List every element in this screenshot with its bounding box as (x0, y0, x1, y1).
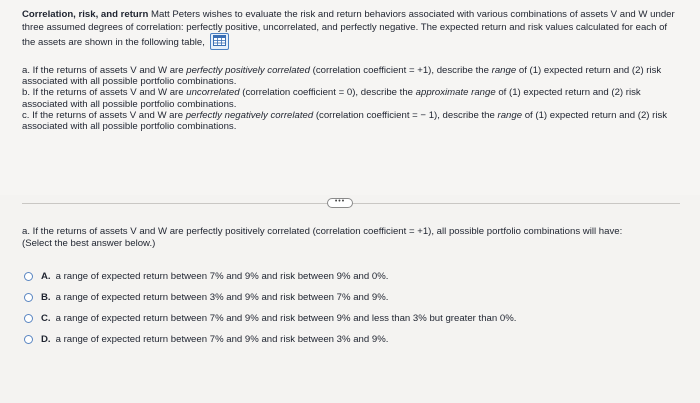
more-dots-icon: ••• (334, 197, 346, 205)
part-c-prefix: c. If the returns of assets V and W are (22, 109, 186, 121)
option-c[interactable] (24, 308, 664, 329)
table-button[interactable] (210, 33, 229, 50)
answer-options (24, 266, 664, 350)
problem-statement (0, 0, 700, 195)
option-letter: C. (41, 313, 51, 324)
part-a-emphasis: perfectly positively correlated (186, 65, 310, 76)
option-d[interactable] (24, 329, 664, 350)
question-text: a. If the returns of assets V and W are perfectly positively correlated (correlation coefficient = +1), all possible portfolio combinations will have: (22, 226, 623, 237)
part-b-suffix: of (1) expected return and (2) risk associated with all possible portfolio combinations. (22, 87, 641, 110)
part-c-emphasis: perfectly negatively correlated (185, 109, 314, 121)
radio-button[interactable] (24, 293, 33, 302)
radio-button[interactable] (24, 314, 33, 323)
problem-parts (22, 65, 682, 132)
part-b-middle: (correlation coefficient = 0), describe the (239, 87, 416, 99)
part-a-range: range (491, 65, 517, 76)
option-letter: A. (41, 271, 51, 282)
question (22, 226, 682, 250)
option-text: a range of expected return between 7% and 9% and risk between 9% and 0%. (55, 271, 389, 282)
table-grid-icon (213, 35, 226, 46)
radio-button[interactable] (24, 272, 33, 281)
option-text: a range of expected return between 7% and 9% and risk between 9% and less than 3% but greater than 0%. (55, 313, 517, 324)
part-c-middle: (correlation coefficient = − 1), describe the (313, 109, 498, 121)
part-b-range: approximate range (415, 87, 496, 99)
option-a[interactable] (24, 266, 664, 287)
part-a-suffix: of (1) expected return and (2) risk associated with all possible portfolio combinations. (22, 65, 662, 88)
part-b-prefix: b. If the returns of assets V and W are (22, 87, 187, 99)
part-c-range: range (497, 109, 523, 121)
option-text: a range of expected return between 7% and 9% and risk between 3% and 9%. (55, 334, 389, 345)
radio-button[interactable] (24, 335, 33, 344)
part-a-prefix: a. If the returns of assets V and W are (22, 65, 187, 76)
option-letter: D. (41, 334, 51, 345)
option-b[interactable] (24, 287, 664, 308)
problem-intro (22, 9, 682, 51)
question-instruction: (Select the best answer below.) (22, 238, 156, 249)
expand-more-button[interactable] (327, 198, 353, 208)
option-text: a range of expected return between 3% and 9% and risk between 7% and 9%. (55, 292, 389, 303)
part-c (22, 110, 682, 132)
part-c-suffix: of (1) expected return and (2) risk associated with all possible portfolio combinations. (22, 109, 668, 133)
part-b (22, 87, 682, 109)
problem-intro-text: Matt Peters wishes to evaluate the risk and return behaviors associated with various combinations of assets V and W under three assumed degrees of correlation: perfectly positive, uncorrelated, and perfectly negative. The expected return and risk values calculated for each of the assets are shown in the following table, (22, 9, 675, 49)
option-letter: B. (41, 292, 51, 303)
part-b-emphasis: uncorrelated (186, 87, 240, 99)
part-a (22, 65, 682, 87)
problem-title: Correlation, risk, and return (22, 9, 149, 20)
part-a-middle: (correlation coefficient = +1), describe the (309, 65, 492, 76)
